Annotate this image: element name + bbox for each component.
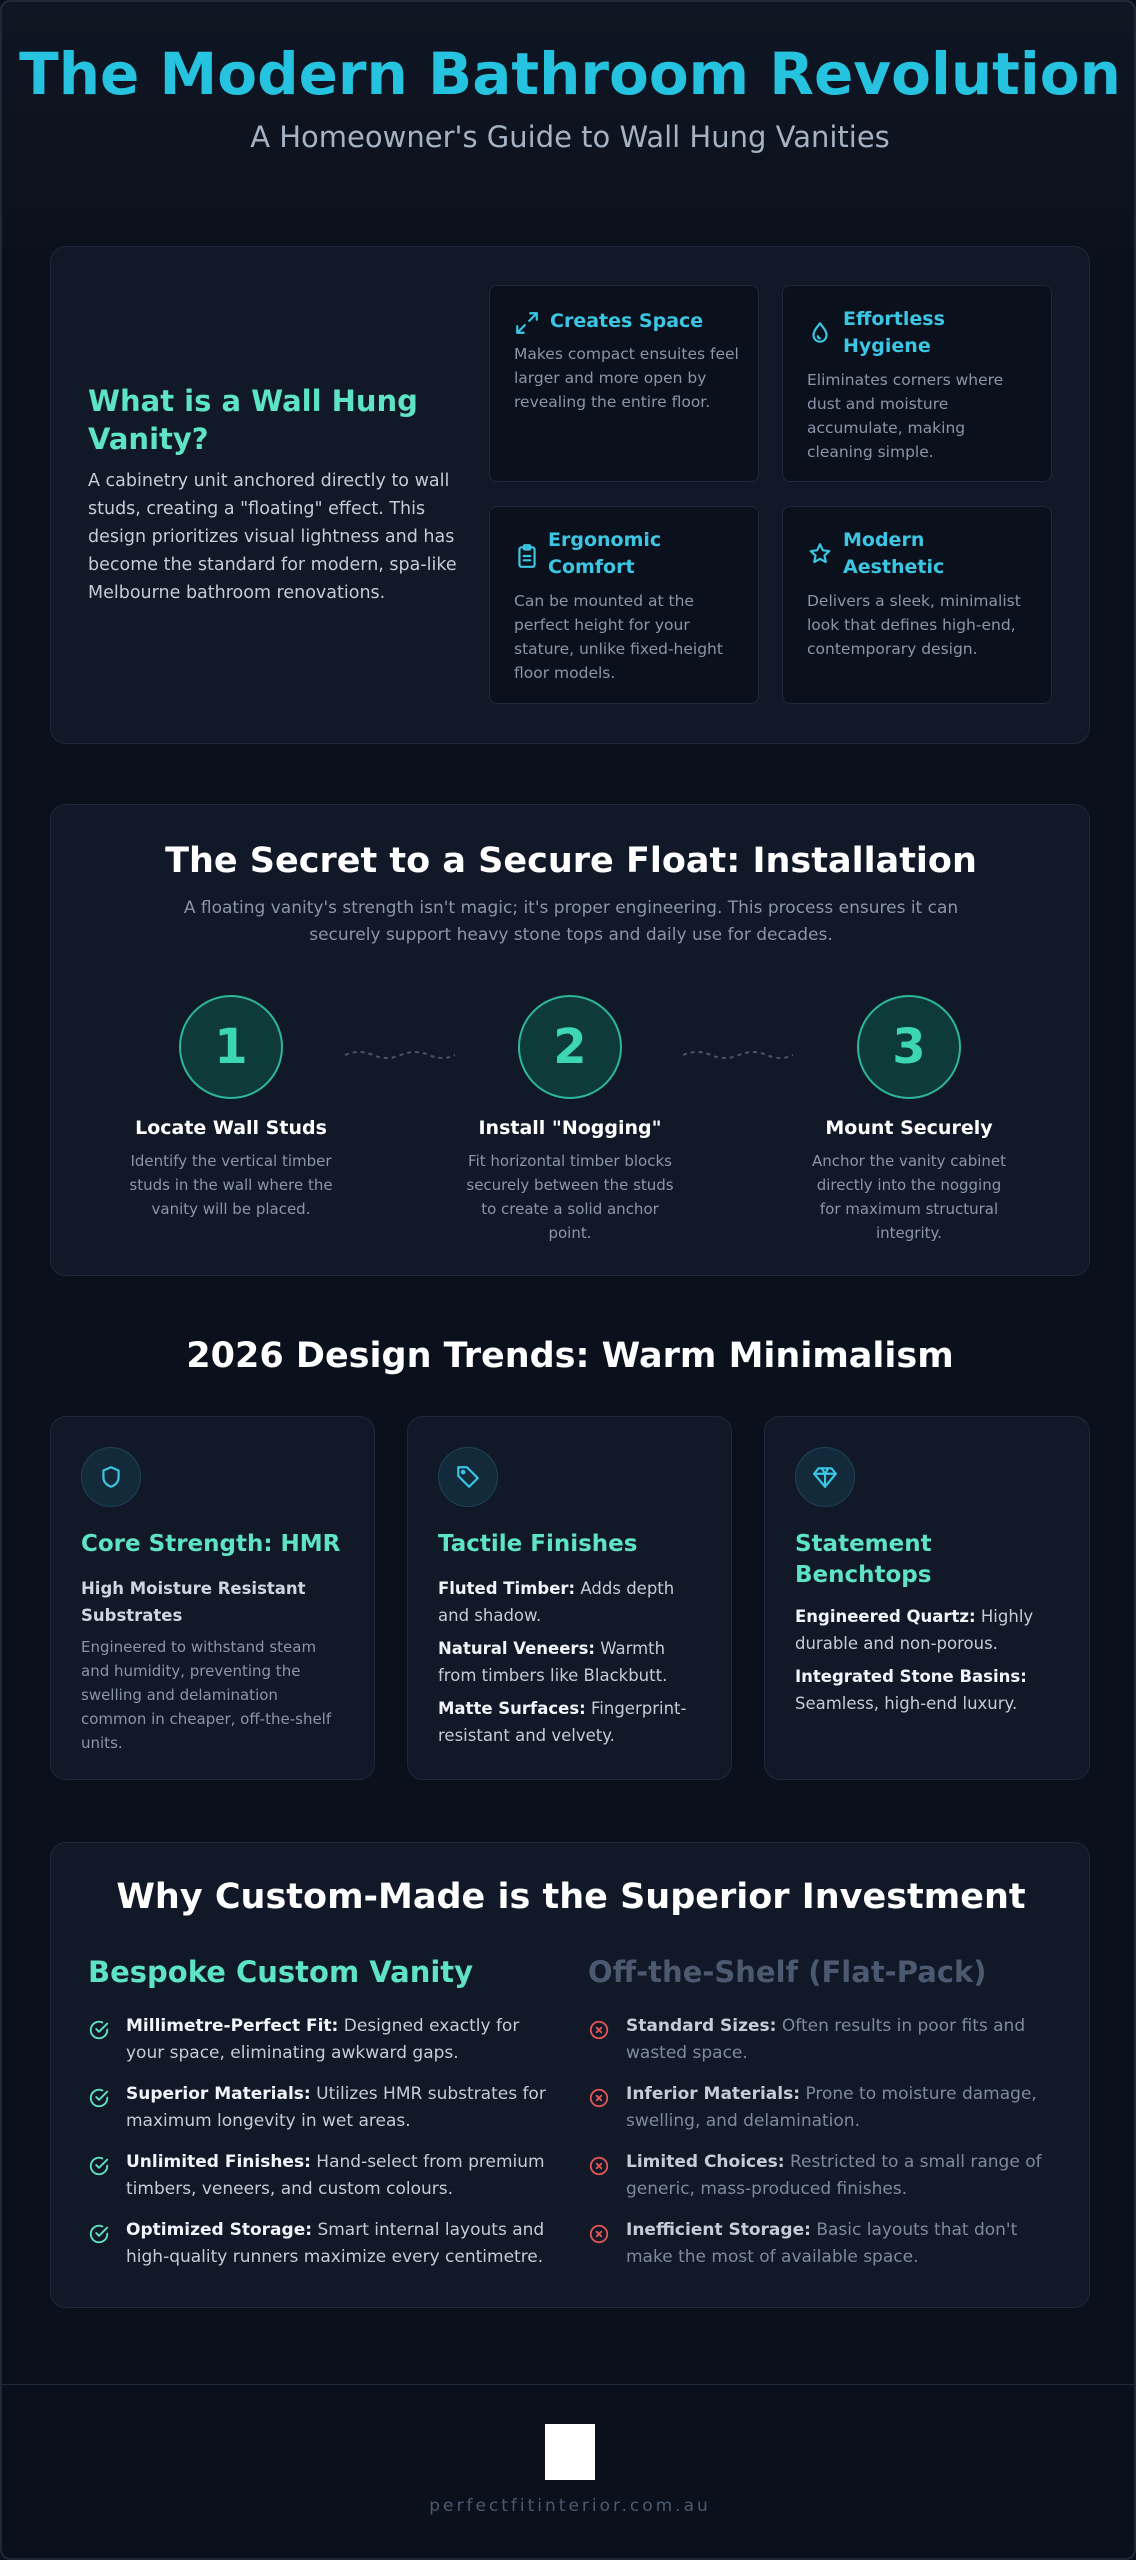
installation-subtitle: A floating vanity's strength isn't magic; it's proper engineering. This process ensures it can securely support heavy stone tops and daily use for decades. xyxy=(183,898,959,946)
feature-body: Can be mounted at the perfect height for your stature, unlike fixed-height floor models. xyxy=(514,592,723,683)
feature-card-ergonomic xyxy=(489,506,759,704)
feature-body: Makes compact ensuites feel larger and more open by revealing the entire floor. xyxy=(514,345,739,412)
list-item-text xyxy=(626,2081,1058,2135)
trend-item-label: Matte Surfaces: xyxy=(438,1699,586,1718)
tag-icon xyxy=(455,1464,481,1490)
x-circle-icon xyxy=(588,2019,610,2041)
flatpack-drawback-item xyxy=(588,2217,1058,2277)
list-item-description: Often results in poor fits and wasted space. xyxy=(626,2016,1026,2064)
custom-benefit-item xyxy=(88,2081,548,2141)
custom-benefit-item xyxy=(88,2149,548,2209)
step-connector xyxy=(683,1045,793,1065)
list-item-description: Smart internal layouts and high-quality runners maximize every centimetre. xyxy=(126,2220,545,2268)
list-item-text xyxy=(626,2149,1058,2203)
step-body: Identify the vertical timber studs in the wall where the vanity will be placed. xyxy=(129,1152,333,1218)
intro-body: A cabinetry unit anchored directly to wall studs, creating a "floating" effect. This design prioritizes visual lightness and has become the standard for modern, spa-like Melbourne bathroom renovations. xyxy=(88,471,457,603)
list-item-text xyxy=(626,2217,1058,2271)
trend-item-label: Engineered Quartz: xyxy=(795,1607,976,1626)
list-item-label: Superior Materials: xyxy=(126,2084,311,2104)
list-item-description: Basic layouts that don't make the most of available space. xyxy=(626,2220,1018,2268)
check-circle-icon xyxy=(88,2223,110,2245)
comparison-panel xyxy=(50,1842,1090,2308)
check-circle-icon xyxy=(88,2087,110,2109)
list-item-label: Inferior Materials: xyxy=(626,2084,801,2104)
list-item-description: Utilizes HMR substrates for maximum longevity in wet areas. xyxy=(126,2084,546,2132)
list-item-text xyxy=(126,2149,548,2203)
icon-badge xyxy=(81,1447,141,1507)
comparison-title: Why Custom-Made is the Superior Investment xyxy=(116,1877,1026,1917)
x-circle-icon xyxy=(588,2223,610,2245)
list-item-label: Inefficient Storage: xyxy=(626,2220,811,2240)
trend-item-text: Adds depth and shadow. xyxy=(438,1579,675,1626)
step-title: Mount Securely xyxy=(825,1117,993,1139)
installation-panel xyxy=(50,804,1090,1276)
trend-card-title: Statement Benchtops xyxy=(795,1531,932,1589)
feature-title: Ergonomic Comfort xyxy=(548,529,662,578)
trend-card-item xyxy=(438,1635,708,1689)
list-item-label: Standard Sizes: xyxy=(626,2016,777,2036)
list-item-description: Designed exactly for your space, eliminating awkward gaps. xyxy=(126,2016,520,2064)
feature-title: Modern Aesthetic xyxy=(843,529,945,578)
installation-title: The Secret to a Secure Float: Installation xyxy=(165,841,977,881)
footer-url[interactable]: perfectfitinterior.com.au xyxy=(429,2496,711,2516)
feature-card-hygiene xyxy=(782,285,1052,482)
logo xyxy=(545,2424,595,2480)
x-circle-icon xyxy=(588,2087,610,2109)
trend-item-text: Fingerprint-resistant and velvety. xyxy=(438,1699,687,1746)
expand-arrows-icon xyxy=(514,310,540,336)
feature-title: Creates Space xyxy=(550,310,704,332)
trend-item-label: Natural Veneers: xyxy=(438,1639,595,1658)
trend-item-text: Seamless, high-end luxury. xyxy=(795,1694,1018,1714)
icon-badge xyxy=(438,1447,498,1507)
list-item-description: Prone to moisture damage, swelling, and delamination. xyxy=(626,2084,1037,2132)
flatpack-drawback-item xyxy=(588,2149,1058,2209)
step-number-circle: 2 xyxy=(518,995,622,1099)
list-item-text xyxy=(126,2081,548,2135)
footer-divider xyxy=(2,2384,1136,2385)
page-subtitle: A Homeowner's Guide to Wall Hung Vanities xyxy=(250,120,890,154)
clipboard-icon xyxy=(514,543,540,569)
list-item-label: Unlimited Finishes: xyxy=(126,2152,311,2172)
intro-title: What is a Wall Hung Vanity? xyxy=(88,384,418,456)
check-circle-icon xyxy=(88,2155,110,2177)
list-item-label: Millimetre-Perfect Fit: xyxy=(126,2016,339,2036)
trend-card-finishes xyxy=(407,1416,732,1780)
trend-item-text: Warmth from timbers like Blackbutt. xyxy=(438,1639,668,1686)
flatpack-drawback-item xyxy=(588,2013,1058,2073)
icon-badge xyxy=(795,1447,855,1507)
trend-card-body: Engineered to withstand steam and humidity, preventing the swelling and delamination common in cheaper, off-the-shelf units. xyxy=(81,1638,332,1752)
feature-body: Eliminates corners where dust and moisture accumulate, making cleaning simple. xyxy=(807,371,1004,462)
trends-title: 2026 Design Trends: Warm Minimalism xyxy=(186,1336,954,1376)
flatpack-column-title: Off-the-Shelf (Flat-Pack) xyxy=(588,1955,987,1989)
custom-column-title: Bespoke Custom Vanity xyxy=(88,1955,474,1989)
step-number-circle: 3 xyxy=(857,995,961,1099)
list-item-label: Optimized Storage: xyxy=(126,2220,313,2240)
diamond-icon xyxy=(812,1464,838,1490)
list-item-text xyxy=(126,2013,548,2067)
list-item-description: Restricted to a small range of generic, mass-produced finishes. xyxy=(626,2152,1042,2200)
step-number-circle: 1 xyxy=(179,995,283,1099)
trend-card-title: Tactile Finishes xyxy=(438,1531,638,1557)
x-circle-icon xyxy=(588,2155,610,2177)
step-body: Anchor the vanity cabinet directly into the nogging for maximum structural integrity. xyxy=(811,1152,1007,1242)
flatpack-drawback-item xyxy=(588,2081,1058,2141)
trend-card-item xyxy=(438,1575,708,1629)
feature-body: Delivers a sleek, minimalist look that defines high-end, contemporary design. xyxy=(807,592,1021,659)
feature-card-creates-space xyxy=(489,285,759,482)
intro-panel xyxy=(50,246,1090,744)
trend-card-hmr xyxy=(50,1416,375,1780)
trend-item-text: Highly durable and non-porous. xyxy=(795,1607,1034,1654)
step-title: Install "Nogging" xyxy=(478,1117,662,1139)
feature-card-aesthetic xyxy=(782,506,1052,704)
page-title: The Modern Bathroom Revolution xyxy=(19,40,1121,108)
trend-card-item xyxy=(438,1695,708,1749)
custom-benefit-item xyxy=(88,2013,548,2073)
list-item-description: Hand-select from premium timbers, veneers, and custom colours. xyxy=(126,2152,545,2200)
shield-icon xyxy=(98,1464,124,1490)
trend-item-label: Integrated Stone Basins: xyxy=(795,1667,1027,1686)
trend-card-subtitle: High Moisture Resistant Substrates xyxy=(81,1579,306,1626)
trend-item-label: Fluted Timber: xyxy=(438,1579,576,1598)
trend-card-title: Core Strength: HMR xyxy=(81,1531,341,1557)
water-droplet-icon xyxy=(807,320,833,346)
trend-card-item xyxy=(795,1603,1071,1657)
custom-benefit-item xyxy=(88,2217,548,2277)
star-icon xyxy=(807,541,833,567)
feature-title: Effortless Hygiene xyxy=(843,308,945,357)
list-item-label: Limited Choices: xyxy=(626,2152,785,2172)
step-body: Fit horizontal timber blocks securely between the studs to create a solid anchor point. xyxy=(466,1152,674,1242)
list-item-text xyxy=(126,2217,548,2271)
list-item-text xyxy=(626,2013,1058,2067)
step-connector xyxy=(345,1045,455,1065)
trend-card-benchtops xyxy=(764,1416,1090,1780)
trend-card-item xyxy=(795,1663,1071,1717)
step-title: Locate Wall Studs xyxy=(135,1117,327,1139)
check-circle-icon xyxy=(88,2019,110,2041)
